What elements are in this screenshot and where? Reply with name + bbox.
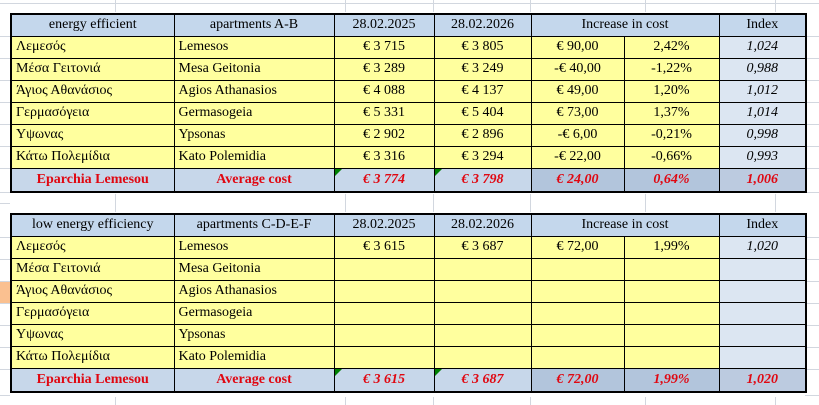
header-date-2025[interactable]: 28.02.2025 xyxy=(334,214,434,236)
cell-index[interactable]: 1,012 xyxy=(719,80,806,102)
average-row xyxy=(11,368,806,392)
header-date-2026[interactable]: 28.02.2026 xyxy=(434,214,531,236)
cell-average-increase-eur[interactable]: € 72,00 xyxy=(531,368,624,392)
cell-average-increase-pct[interactable]: 1,99% xyxy=(624,368,719,392)
cell-increase-eur[interactable] xyxy=(531,346,624,368)
cell-average-label-region[interactable]: Eparchia Lemesou xyxy=(11,168,174,192)
district-row xyxy=(11,36,806,58)
cell-average-label-region[interactable]: Eparchia Lemesou xyxy=(11,368,174,392)
cell-price-2026[interactable]: € 5 404 xyxy=(434,102,531,124)
cell-average-price-2025[interactable]: € 3 774 xyxy=(334,168,434,192)
gridline xyxy=(645,397,646,405)
cell-increase-pct[interactable]: 1,99% xyxy=(624,236,719,258)
gridline xyxy=(805,58,819,59)
gridline xyxy=(805,395,819,396)
header-increase-in-cost[interactable]: Increase in cost xyxy=(531,14,719,36)
gridline xyxy=(775,0,776,12)
cell-price-2026[interactable] xyxy=(434,346,531,368)
gridline xyxy=(775,397,776,405)
gridline xyxy=(805,259,819,260)
cell-district-latin[interactable]: Kato Polemidia xyxy=(174,346,334,368)
gridline xyxy=(0,102,10,103)
gridline xyxy=(0,124,10,125)
gridline xyxy=(115,194,116,212)
header-index[interactable]: Index xyxy=(719,14,806,36)
cell-increase-eur[interactable] xyxy=(531,280,624,302)
cell-district-greek[interactable]: Υψωνας xyxy=(11,124,174,146)
header-increase-in-cost[interactable]: Increase in cost xyxy=(531,214,719,236)
cell-district-greek[interactable]: Άγιος Αθανάσιος xyxy=(11,280,174,302)
gridline xyxy=(805,146,819,147)
gridline xyxy=(0,237,10,238)
cell-average-increase-pct[interactable]: 0,64% xyxy=(624,168,719,192)
cell-district-greek[interactable]: Κάτω Πολεμίδια xyxy=(11,346,174,368)
cell-index[interactable]: 0,998 xyxy=(719,124,806,146)
district-row xyxy=(11,302,806,324)
cell-index[interactable] xyxy=(719,258,806,280)
cell-district-latin[interactable]: Kato Polemidia xyxy=(174,146,334,168)
cell-index[interactable]: 0,993 xyxy=(719,146,806,168)
cell-district-greek[interactable]: Γερμασόγεια xyxy=(11,302,174,324)
gridline xyxy=(0,3,819,4)
cell-price-2025[interactable] xyxy=(334,258,434,280)
cell-increase-eur[interactable]: € 73,00 xyxy=(531,102,624,124)
gridline xyxy=(0,203,10,204)
cell-price-2025[interactable] xyxy=(334,324,434,346)
cell-district-greek[interactable]: Λεμεσός xyxy=(11,236,174,258)
district-row xyxy=(11,280,806,302)
gridline xyxy=(805,303,819,304)
cell-price-2025[interactable]: € 3 715 xyxy=(334,36,434,58)
cell-district-latin[interactable]: Lemesos xyxy=(174,36,334,58)
cell-price-2025[interactable]: € 5 331 xyxy=(334,102,434,124)
table2-header-row xyxy=(11,214,806,236)
cell-increase-eur[interactable]: -€ 22,00 xyxy=(531,146,624,168)
cell-increase-pct[interactable]: -1,22% xyxy=(624,58,719,80)
gridline xyxy=(0,325,10,326)
cell-increase-eur[interactable] xyxy=(531,324,624,346)
cell-index[interactable] xyxy=(719,302,806,324)
gridline xyxy=(805,192,819,193)
gridline xyxy=(345,397,346,405)
cell-average-increase-eur[interactable]: € 24,00 xyxy=(531,168,624,192)
cell-average-index[interactable]: 1,006 xyxy=(719,168,806,192)
cell-increase-pct[interactable]: -0,66% xyxy=(624,146,719,168)
gridline xyxy=(433,0,434,12)
table1-header-row xyxy=(11,14,806,36)
gridline xyxy=(0,36,10,37)
cell-price-2026[interactable]: € 3 249 xyxy=(434,58,531,80)
cell-district-latin[interactable]: Agios Athanasios xyxy=(174,80,334,102)
district-row xyxy=(11,258,806,280)
cell-increase-pct[interactable] xyxy=(624,258,719,280)
cell-increase-eur[interactable] xyxy=(531,258,624,280)
cell-price-2025[interactable] xyxy=(334,346,434,368)
cell-increase-pct[interactable]: 2,42% xyxy=(624,36,719,58)
gridline xyxy=(645,194,646,212)
cell-district-latin[interactable]: Ypsonas xyxy=(174,324,334,346)
cell-district-greek[interactable]: Άγιος Αθανάσιος xyxy=(11,80,174,102)
cell-increase-pct[interactable]: -0,21% xyxy=(624,124,719,146)
cell-increase-pct[interactable] xyxy=(624,302,719,324)
gridline xyxy=(0,80,10,81)
gridline xyxy=(805,80,819,81)
cell-average-label[interactable]: Average cost xyxy=(174,368,334,392)
cell-price-2025[interactable]: € 3 316 xyxy=(334,146,434,168)
cell-price-2026[interactable] xyxy=(434,258,531,280)
cell-district-greek[interactable]: Μέσα Γειτονιά xyxy=(11,258,174,280)
gridline xyxy=(0,146,10,147)
cell-average-index[interactable]: 1,020 xyxy=(719,368,806,392)
cell-price-2025[interactable]: € 3 615 xyxy=(334,236,434,258)
gridline xyxy=(805,281,819,282)
cell-price-2026[interactable]: € 4 137 xyxy=(434,80,531,102)
cell-district-greek[interactable]: Λεμεσός xyxy=(11,36,174,58)
gridline xyxy=(345,194,346,212)
cell-increase-pct[interactable]: 1,37% xyxy=(624,102,719,124)
gridline xyxy=(0,58,10,59)
header-date-2026[interactable]: 28.02.2026 xyxy=(434,14,531,36)
gridline xyxy=(115,397,116,405)
cell-increase-pct[interactable]: 1,20% xyxy=(624,80,719,102)
gridline xyxy=(0,303,10,304)
district-row xyxy=(11,236,806,258)
cell-index[interactable] xyxy=(719,346,806,368)
cell-average-label[interactable]: Average cost xyxy=(174,168,334,192)
header-index[interactable]: Index xyxy=(719,214,806,236)
gridline xyxy=(805,325,819,326)
cell-increase-eur[interactable]: -€ 40,00 xyxy=(531,58,624,80)
cell-index[interactable] xyxy=(719,324,806,346)
gridline xyxy=(805,102,819,103)
cell-district-greek[interactable]: Γερμασόγεια xyxy=(11,102,174,124)
cell-increase-pct[interactable] xyxy=(624,280,719,302)
cell-district-latin[interactable]: Ypsonas xyxy=(174,124,334,146)
cell-price-2025[interactable]: € 4 088 xyxy=(334,80,434,102)
district-row xyxy=(11,124,806,146)
gridline xyxy=(645,0,646,12)
cell-increase-eur[interactable]: € 90,00 xyxy=(531,36,624,58)
district-row xyxy=(11,146,806,168)
cell-price-2026[interactable] xyxy=(434,324,531,346)
cell-index[interactable]: 1,020 xyxy=(719,236,806,258)
gridline xyxy=(805,36,819,37)
district-row xyxy=(11,324,806,346)
cell-price-2026[interactable]: € 3 687 xyxy=(434,236,531,258)
district-row xyxy=(11,58,806,80)
cell-price-2026[interactable]: € 2 896 xyxy=(434,124,531,146)
district-row xyxy=(11,80,806,102)
cell-price-2025[interactable]: € 3 289 xyxy=(334,58,434,80)
cell-price-2026[interactable] xyxy=(434,280,531,302)
highlight-cell-orange[interactable] xyxy=(0,282,10,303)
gridline xyxy=(0,347,10,348)
gridline xyxy=(530,0,531,12)
cell-average-price-2026[interactable]: € 3 687 xyxy=(434,368,531,392)
gridline xyxy=(805,347,819,348)
cell-increase-eur[interactable]: € 72,00 xyxy=(531,236,624,258)
cell-district-greek[interactable]: Κάτω Πολεμίδια xyxy=(11,146,174,168)
cell-index[interactable] xyxy=(719,280,806,302)
cell-index[interactable]: 1,014 xyxy=(719,102,806,124)
cell-district-latin[interactable]: Mesa Geitonia xyxy=(174,58,334,80)
cell-price-2026[interactable]: € 3 805 xyxy=(434,36,531,58)
header-category[interactable]: energy efficient xyxy=(11,14,174,36)
cell-district-latin[interactable]: Germasogeia xyxy=(174,302,334,324)
district-row xyxy=(11,102,806,124)
cell-increase-eur[interactable]: € 49,00 xyxy=(531,80,624,102)
table-energy-efficient xyxy=(10,13,807,193)
gridline xyxy=(530,194,531,212)
cell-index[interactable]: 0,988 xyxy=(719,58,806,80)
cell-price-2025[interactable]: € 2 902 xyxy=(334,124,434,146)
average-row xyxy=(11,168,806,192)
gridline xyxy=(345,0,346,12)
cell-price-2025[interactable] xyxy=(334,302,434,324)
gridline xyxy=(0,259,10,260)
gridline xyxy=(805,369,819,370)
cell-district-greek[interactable]: Μέσα Γειτονιά xyxy=(11,58,174,80)
gridline xyxy=(0,395,10,396)
cell-district-latin[interactable]: Germasogeia xyxy=(174,102,334,124)
cell-district-greek[interactable]: Υψωνας xyxy=(11,324,174,346)
gridline xyxy=(805,237,819,238)
cell-average-price-2026[interactable]: € 3 798 xyxy=(434,168,531,192)
gridline xyxy=(0,168,10,169)
header-category[interactable]: low energy efficiency xyxy=(11,214,174,236)
cell-average-price-2025[interactable]: € 3 615 xyxy=(334,368,434,392)
cell-increase-pct[interactable] xyxy=(624,346,719,368)
cell-increase-pct[interactable] xyxy=(624,324,719,346)
cell-district-latin[interactable]: Agios Athanasios xyxy=(174,280,334,302)
district-row xyxy=(11,346,806,368)
cell-index[interactable]: 1,024 xyxy=(719,36,806,58)
cell-increase-eur[interactable]: -€ 6,00 xyxy=(531,124,624,146)
header-apartments[interactable]: apartments A-B xyxy=(174,14,334,36)
gridline xyxy=(115,0,116,12)
cell-price-2026[interactable]: € 3 294 xyxy=(434,146,531,168)
gridline xyxy=(775,194,776,212)
cell-district-latin[interactable]: Mesa Geitonia xyxy=(174,258,334,280)
gridline xyxy=(433,397,434,405)
gridline xyxy=(433,194,434,212)
gridline xyxy=(805,124,819,125)
table-low-energy-efficiency xyxy=(10,213,807,393)
gridline xyxy=(805,168,819,169)
cell-district-latin[interactable]: Lemesos xyxy=(174,236,334,258)
header-apartments[interactable]: apartments C-D-E-F xyxy=(174,214,334,236)
cell-increase-eur[interactable] xyxy=(531,302,624,324)
gridline xyxy=(0,192,10,193)
cell-price-2026[interactable] xyxy=(434,302,531,324)
header-date-2025[interactable]: 28.02.2025 xyxy=(334,14,434,36)
cell-price-2025[interactable] xyxy=(334,280,434,302)
gridline xyxy=(530,397,531,405)
gridline xyxy=(0,369,10,370)
